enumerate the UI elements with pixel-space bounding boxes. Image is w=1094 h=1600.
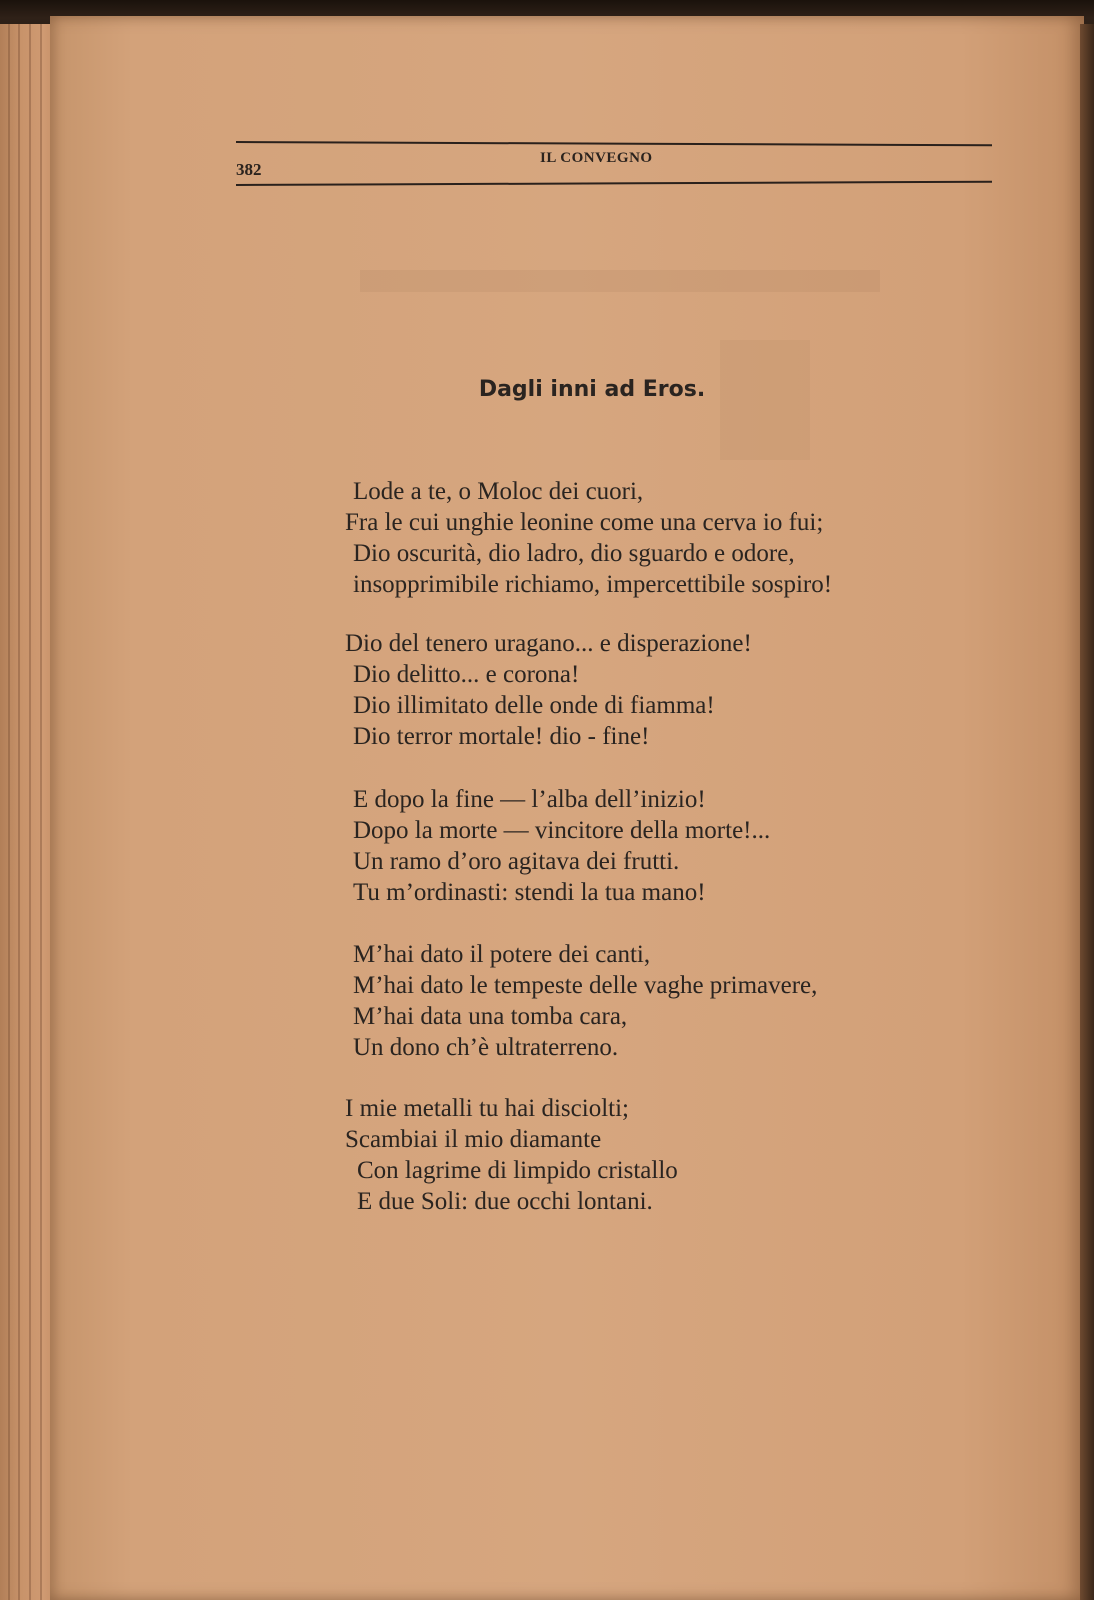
poem-line: Dio delitto... e corona! <box>353 661 580 688</box>
show-through-block <box>360 270 880 292</box>
page-edge-line <box>8 24 10 1600</box>
poem-line: I mie metalli tu hai disciolti; <box>345 1095 629 1122</box>
poem-line: Dopo la morte — vincitore della morte!... <box>353 817 771 844</box>
poem-line: E dopo la fine — l’alba dell’inizio! <box>353 786 706 813</box>
stanza <box>345 939 817 1063</box>
page-edge-line <box>18 24 20 1600</box>
page-edge-line <box>29 24 31 1600</box>
poem-line: Dio terror mortale! dio - fine! <box>353 723 650 750</box>
poem-line: insopprimibile richiamo, impercettibile sospiro! <box>353 571 833 598</box>
running-title: IL CONVEGNO <box>540 150 653 166</box>
poem-line: Lode a te, o Moloc dei cuori, <box>353 478 644 505</box>
poem-line: E due Soli: due occhi lontani. <box>357 1188 653 1215</box>
poem-line: Tu m’ordinasti: stendi la tua mano! <box>353 879 706 906</box>
poem-line: Dio del tenero uragano... e disperazione! <box>345 630 752 657</box>
page-number: 382 <box>236 160 262 179</box>
stanza <box>345 476 832 600</box>
poem-line: M’hai data una tomba cara, <box>353 1003 628 1030</box>
poem-line: Un dono ch’è ultraterreno. <box>353 1034 619 1061</box>
poem-line: Dio oscurità, dio ladro, dio sguardo e odore, <box>353 540 795 567</box>
page-edge-line <box>40 24 42 1600</box>
stanza <box>345 628 752 752</box>
poem-line: Scambiai il mio diamante <box>345 1126 602 1153</box>
stanza <box>345 784 770 908</box>
poem-line: M’hai dato le tempeste delle vaghe primavere, <box>353 972 818 999</box>
poem-title: Dagli inni ad Eros. <box>478 377 706 402</box>
poem-line: M’hai dato il potere dei canti, <box>353 941 651 968</box>
stanza <box>345 1093 678 1217</box>
poem-line: Fra le cui unghie leonine come una cerva io fui; <box>345 509 824 536</box>
poem-line: Un ramo d’oro agitava dei frutti. <box>353 848 680 875</box>
poem-line: Dio illimitato delle onde di fiamma! <box>353 692 715 719</box>
right-page-edge <box>1080 24 1094 1600</box>
poem-line: Con lagrime di limpido cristallo <box>357 1157 678 1184</box>
